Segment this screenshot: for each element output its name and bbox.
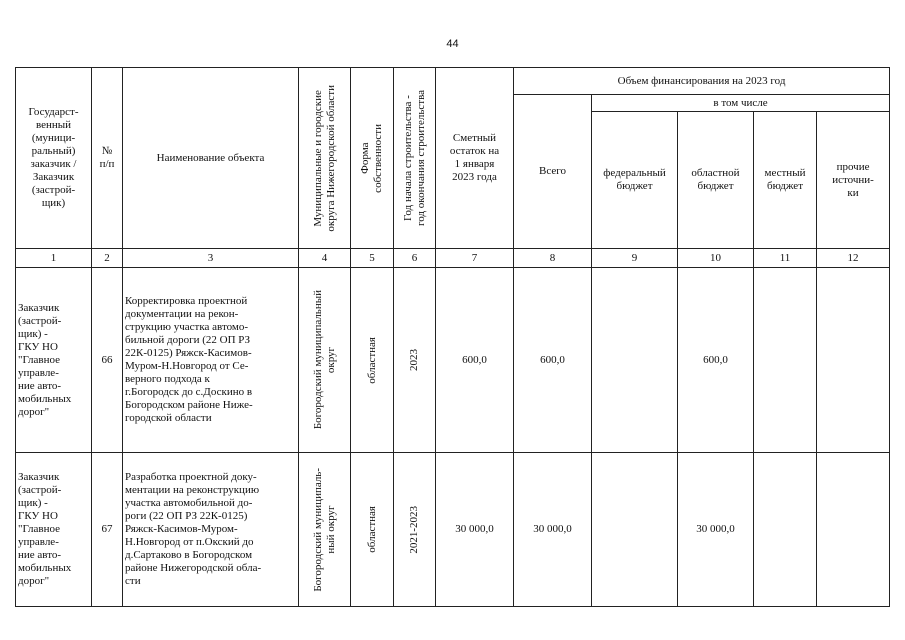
- row-ownership: [351, 268, 394, 453]
- header-local: местный бюджет: [754, 112, 817, 249]
- row-ownership-text: областная: [365, 506, 378, 553]
- column-number: 5: [351, 249, 394, 268]
- header-num: № п/п: [92, 68, 123, 249]
- header-including: в том числе: [592, 95, 890, 112]
- row-federal: [592, 453, 678, 607]
- column-numbers-row: [16, 249, 890, 268]
- header-ownership-text: Форма собственности: [359, 123, 384, 193]
- header-years: [394, 68, 436, 249]
- column-number: 2: [92, 249, 123, 268]
- row-customer: Заказчик (застрой- щик) - ГКУ НО "Главное управле- ние авто- мобильных дорог": [16, 268, 92, 453]
- row-ownership: [351, 453, 394, 607]
- row-other: [817, 453, 890, 607]
- row-object-name: Разработка проектной доку- ментации на реконструкцию участка автомобильной до- роги (22 ОП РЗ 22К-0125) Ряжск-Касимов-Муром- Н.Новгород от п.Окский до д.Сартаково в Богородском районе Нижегородской обла- сти: [123, 453, 299, 607]
- header-object-name: Наименование объекта: [123, 68, 299, 249]
- header-total: Всего: [514, 95, 592, 249]
- header-ownership: [351, 68, 394, 249]
- financing-table: [15, 67, 890, 607]
- row-num: 66: [92, 268, 123, 453]
- row-municipal-text: Богородский муниципальный округ: [311, 290, 337, 430]
- column-number: 8: [514, 249, 592, 268]
- header-federal: федеральный бюджет: [592, 112, 678, 249]
- header-other: прочие источни- ки: [817, 112, 890, 249]
- column-number: 1: [16, 249, 92, 268]
- header-funding-title: Объем финансирования на 2023 год: [514, 68, 890, 95]
- header-customer: Государст- венный (муници- pальный) заказчик / Заказчик (застрой- щик): [16, 68, 92, 249]
- header-estimate: Сметный остаток на 1 января 2023 года: [436, 68, 514, 249]
- row-ownership-text: областная: [365, 336, 378, 384]
- row-federal: [592, 268, 678, 453]
- column-number: 3: [123, 249, 299, 268]
- row-estimate: 600,0: [436, 268, 514, 453]
- header-municipal: [299, 68, 351, 249]
- column-number: 12: [817, 249, 890, 268]
- row-object-name: Корректировка проектной документации на рекон- струкцию участка автомо- бильной дороги (22 ОП РЗ 22К-0125) Ряжск-Касимов- Муром-Н.Новгород от Се- верного подхода к г.Богородск до с.Доскино в Богородском районе Ниже- городской области: [123, 268, 299, 453]
- row-years-text: 2023: [408, 349, 420, 371]
- page-number: 44: [446, 38, 459, 50]
- row-other: [817, 268, 890, 453]
- table-row: [16, 453, 890, 607]
- row-estimate: 30 000,0: [436, 453, 514, 607]
- row-municipal: [299, 268, 351, 453]
- row-local: [754, 268, 817, 453]
- column-number: 9: [592, 249, 678, 268]
- row-customer: Заказчик (застрой- щик) - ГКУ НО "Главное управле- ние авто- мобильных дорог": [16, 453, 92, 607]
- row-regional: 600,0: [678, 268, 754, 453]
- column-number: 7: [436, 249, 514, 268]
- row-years: [394, 268, 436, 453]
- row-local: [754, 453, 817, 607]
- row-total: 30 000,0: [514, 453, 592, 607]
- column-number: 6: [394, 249, 436, 268]
- column-number: 11: [754, 249, 817, 268]
- header-municipal-text: Муниципальные и городские округа Нижегородской области: [311, 84, 337, 232]
- row-municipal-text: Богородский муниципаль- ный округ: [311, 467, 337, 592]
- row-years-text: 2021-2023: [408, 505, 420, 554]
- row-municipal: [299, 453, 351, 607]
- table-row: [16, 268, 890, 453]
- column-number: 10: [678, 249, 754, 268]
- header-years-text: Год начала строительства - год окончания строительства: [401, 90, 427, 226]
- row-regional: 30 000,0: [678, 453, 754, 607]
- row-total: 600,0: [514, 268, 592, 453]
- row-num: 67: [92, 453, 123, 607]
- row-years: [394, 453, 436, 607]
- column-number: 4: [299, 249, 351, 268]
- header-regional: областной бюджет: [678, 112, 754, 249]
